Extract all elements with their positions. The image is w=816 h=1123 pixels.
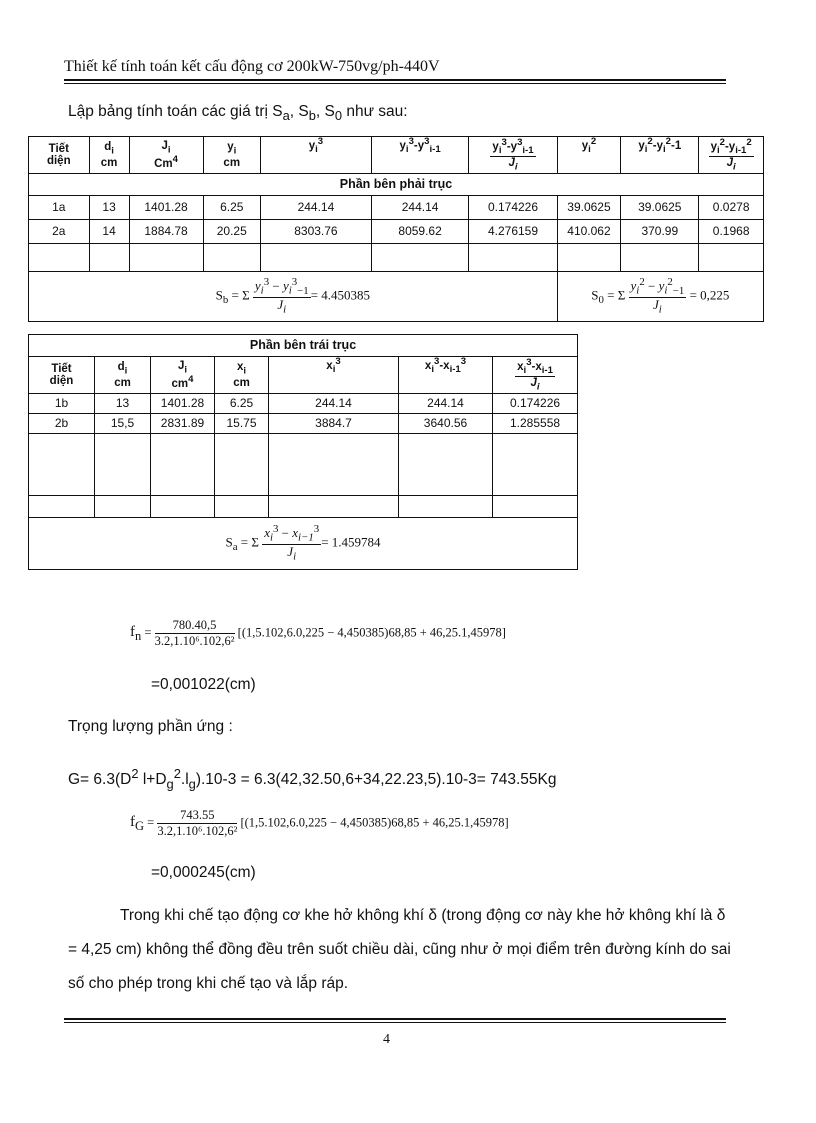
fg-label: $f_G$ xyxy=(130,814,145,834)
empty-row xyxy=(29,496,578,518)
table-row xyxy=(29,220,764,244)
cell: 6.25 xyxy=(203,196,260,220)
col-header-dy3: $y_i^3-y^3_{i-1}$ xyxy=(371,137,469,174)
cell: 20.25 xyxy=(203,220,260,244)
cell: 244.14 xyxy=(371,196,469,220)
fg-denominator: 3.2,1.10⁶.102,6² xyxy=(157,824,238,838)
section-title-left: Phần bên trái trục xyxy=(29,335,578,357)
col-header-dx3-j: $\frac{x_i^3-x_{i-1}}{J_i}$ xyxy=(493,357,578,394)
sb-formula: $S_b = \Sigma$ $\frac{y_i^3 - y_i^3_{-1}}{J_i}$ = 4.450385 xyxy=(29,272,558,322)
cell: 3640.56 xyxy=(399,414,493,434)
fg-result: =0,000245(cm) xyxy=(151,864,256,881)
s0-formula: $S_0 = \Sigma$ $\frac{y_i^2 - y_i^2_{-1}}{J_i}$ = 0,225 xyxy=(557,272,763,322)
body-paragraph: Trong khi chế tạo động cơ khe hở không khí δ (trong động cơ này khe hở không khí là δ = 4,25 cm) không thể đồng đều trên suốt chiều dài, cũng như ở mọi điểm trên đường kính do sai số cho phép trong khi chế tạo và lắp ráp. xyxy=(68,907,731,992)
col-header-j: $J_i$ $cm^4$ xyxy=(151,357,215,394)
cell: 8303.76 xyxy=(260,220,371,244)
fn-denominator: 3.2,1.10⁶.102,6² xyxy=(154,634,235,648)
cell: 8059.62 xyxy=(371,220,469,244)
fn-bracket: [(1,5.102,6.0,225 − 4,450385)68,85 + 46,25.1,45978] xyxy=(237,625,506,640)
cell: 0.174226 xyxy=(469,196,557,220)
cell: 13 xyxy=(89,196,129,220)
section-title-right: Phần bên phải trục xyxy=(29,174,764,196)
col-header-y2: $y_i^2$ xyxy=(557,137,621,174)
empty-row xyxy=(29,434,578,496)
empty-row xyxy=(29,244,764,272)
cell: 370.99 xyxy=(621,220,699,244)
fn-numerator: 780.40,5 xyxy=(155,618,235,634)
col-header-j: $J_i$ Cm$^4$ xyxy=(129,137,203,174)
page-number: 4 xyxy=(383,1032,390,1047)
fg-formula: $f_G$ = $\frac{743.55}{\text{3.2,1.10⁶.102,6²}}$ [(1,5.102,6.0,225 − 4,450385)68,85 + 46,25.1,45978] xyxy=(130,808,509,838)
weight-heading: Trọng lượng phần ứng : xyxy=(68,718,233,735)
cell: 39.0625 xyxy=(621,196,699,220)
table-row xyxy=(29,394,578,414)
footer-rule-thin xyxy=(64,1022,726,1023)
col-header-dy2-j: $\frac{y_i^2-y_{i-1}^2}{J_i}$ xyxy=(699,137,764,174)
table-header-row xyxy=(29,137,764,174)
left-side-table xyxy=(28,334,578,570)
cell: 14 xyxy=(89,220,129,244)
cell: 13 xyxy=(95,394,151,414)
cell: 2a xyxy=(29,220,90,244)
cell: 1.285558 xyxy=(493,414,578,434)
cell: 15,5 xyxy=(95,414,151,434)
fn-formula: $f_n$ = $\frac{780.40,5}{\text{3.2,1.10⁶.102,6²}}$ [(1,5.102,6.0,225 − 4,450385)68,85 + 46,25.1,45978] xyxy=(130,618,506,648)
fg-bracket: [(1,5.102,6.0,225 − 4,450385)68,85 + 46,25.1,45978] xyxy=(240,815,509,830)
col-header-dy3-j: $\frac{y_i^3-y^3_{i-1}}{J_i}$ xyxy=(469,137,557,174)
cell: 1884.78 xyxy=(129,220,203,244)
fn-label: $f_n$ xyxy=(130,624,142,644)
col-header-dy2: $y_i^2-y_i^2-1$ xyxy=(621,137,699,174)
cell: 3884.7 xyxy=(269,414,399,434)
col-header-d: $d_i$ cm xyxy=(95,357,151,394)
sb-s0-formula-row xyxy=(29,272,764,322)
fn-result: =0,001022(cm) xyxy=(151,676,256,693)
sa-formula: $S_a = \Sigma$ $\frac{x_i^3 - x_{i-1}^3}{J_i}$ = 1.459784 xyxy=(29,518,578,570)
sa-formula-row xyxy=(29,518,578,570)
cell: 15.75 xyxy=(215,414,269,434)
col-header-d: $d_i$ cm xyxy=(89,137,129,174)
s0-value: = 0,225 xyxy=(689,287,730,303)
cell: 0.1968 xyxy=(699,220,764,244)
col-header-x3: $x_i^3$ xyxy=(269,357,399,394)
weight-formula: $G= 6.3(D^2$ $l+D_g^2.l_g).10-3 = 6.3(42,32.50,6+34,22.23,5).10-3= 743.55Kg$ xyxy=(68,766,557,792)
header-rule-thin xyxy=(64,83,726,84)
footer-rule xyxy=(64,1018,726,1020)
right-side-table xyxy=(28,136,764,322)
col-header-y3: $y_i^3$ xyxy=(260,137,371,174)
col-header-section: Tiết diện xyxy=(29,137,90,174)
cell: 244.14 xyxy=(260,196,371,220)
cell: 0.174226 xyxy=(493,394,578,414)
cell: 0.0278 xyxy=(699,196,764,220)
sa-value: = 1.459784 xyxy=(321,534,381,550)
intro-text: Lập bảng tính toán các giá trị $S_a$, $S_b$, $S_0$ như sau: xyxy=(68,103,408,124)
document-header-title: Thiết kế tính toán kết cấu động cơ 200kW-750vg/ph-440V xyxy=(64,58,440,75)
cell: 2831.89 xyxy=(151,414,215,434)
cell: 244.14 xyxy=(399,394,493,414)
cell: 4.276159 xyxy=(469,220,557,244)
col-header-dx3: $x_i^3-x_{i-1}^3$ xyxy=(399,357,493,394)
cell: 6.25 xyxy=(215,394,269,414)
header-rule xyxy=(64,79,726,81)
cell: 1a xyxy=(29,196,90,220)
cell: 410.062 xyxy=(557,220,621,244)
table-row xyxy=(29,196,764,220)
cell: 1401.28 xyxy=(129,196,203,220)
cell: 1401.28 xyxy=(151,394,215,414)
table-header-row xyxy=(29,357,578,394)
sb-value: = 4.450385 xyxy=(310,287,371,303)
cell: 2b xyxy=(29,414,95,434)
fg-numerator: 743.55 xyxy=(157,808,237,824)
table-row xyxy=(29,414,578,434)
cell: 244.14 xyxy=(269,394,399,414)
col-header-x: $x_i$ cm xyxy=(215,357,269,394)
cell: 1b xyxy=(29,394,95,414)
col-header-section: Tiết diện xyxy=(29,357,95,394)
col-header-y: $y_i$ cm xyxy=(203,137,260,174)
cell: 39.0625 xyxy=(557,196,621,220)
